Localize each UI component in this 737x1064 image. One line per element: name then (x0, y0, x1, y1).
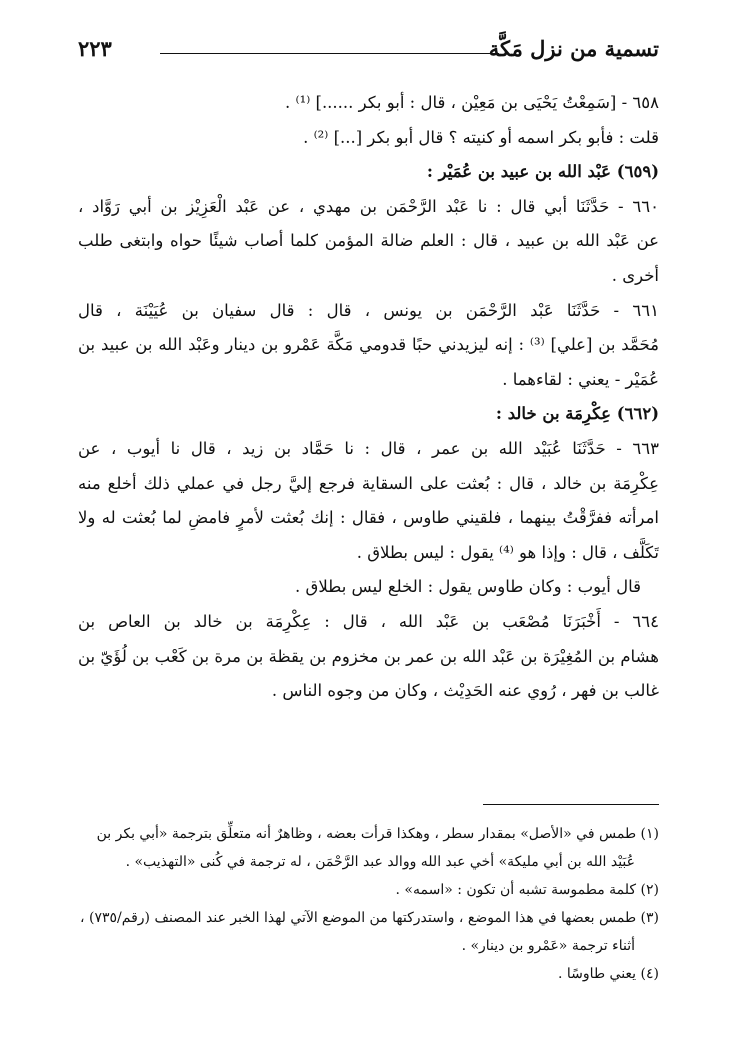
text-line: ٦٦١ - حَدَّثَنَا عَبْد الرَّحْمَن بن يونس ، قال : قال سفيان بن عُيَيْنَة ، قال (78, 300, 659, 320)
text-line: أخرى . (611, 265, 659, 285)
footnote-line: عُبَيْد الله بن أبي مليكة» أخي عبد الله ووالد عبد الرَّحْمَن ، له ترجمة في كُنى «التهذيب» . (125, 854, 635, 870)
text-line: ٦٥٨ - [سَمِعْتُ يَحْيَى بن مَعِيْن ، قال : أبو بكر ......] ⁽¹⁾ . (285, 93, 659, 112)
text-line: قلت : فأبو بكر اسمه أو كنيته ؟ قال أبو بكر [...] ⁽²⁾ . (303, 127, 659, 147)
page-number: ٢٢٣ (78, 36, 112, 61)
section-heading: (٦٦٢) عِكْرِمَة بن خالد : (495, 404, 659, 424)
text-line: ٦٦٠ - حَدَّثَنَا أبي قال : نا عَبْد الرَّحْمَن بن مهدي ، عن عَبْد الْعَزِيْز بن أبي رَوَّاد ، (78, 196, 659, 216)
running-title: تسمية من نزل مَكَّة (488, 36, 659, 61)
footnote-line: (٤) يعني طاوسًا . (558, 966, 659, 982)
text-line: مُحَمَّد بن [علي] ⁽³⁾ : إنه ليزيدني حبًا قدومي مَكَّة عَمْرو بن دينار وعَبْد الله بن عبيد بن (78, 335, 659, 355)
main-text (78, 86, 659, 709)
footnote-line: (٢) كلمة مطموسة تشبه أن تكون : «اسمه» . (395, 882, 659, 898)
text-line: تَكَلَّف ، قال : وإذا هو ⁽⁴⁾ يقول : ليس بطلاق . (356, 542, 659, 562)
footnote-line: (٣) طمس بعضها في هذا الموضع ، واستدركتها من الموضع الآتي لهذا الخبر عند المصنف (رقم/٧٣٥) ، (80, 910, 659, 926)
text-line: قال أيوب : وكان طاوس يقول : الخلع ليس بطلاق . (295, 577, 641, 597)
footnote-line: أثناء ترجمة «عَمْرو بن دينار» . (461, 938, 635, 954)
text-line: ٦٦٤ - أَخْبَرَنَا مُصْعَب بن عَبْد الله ، قال : عِكْرِمَة بن خالد بن العاص بن (78, 611, 659, 631)
text-line: ٦٦٣ - حَدَّثَنَا عُبَيْد الله بن عمر ، قال : نا حَمَّاد بن زيد ، قال نا أيوب ، عن (78, 438, 659, 458)
footnotes (68, 820, 659, 988)
footnote-line: (١) طمس في «الأصل» بمقدار سطر ، وهكذا قرأت بعضه ، وظاهرٌ أنه متعلِّق بترجمة «أبي بكر بن (96, 826, 659, 842)
header-rule (160, 53, 499, 54)
footnote-separator (483, 804, 659, 805)
page-header (78, 36, 659, 72)
text-line: عِكْرِمَة بن خالد ، قال : بُعثت على السقاية فرجع إليَّ رجل في عملي ذلك أخلع منه (78, 473, 659, 493)
text-line: غالب بن فهر ، رُوي عنه الحَدِيْث ، وكان من وجوه الناس . (271, 681, 659, 701)
text-line: امرأته ففرَّقْتُ بينهما ، فلقيني طاوس ، فقال : إنك بُعثت لأمرٍ فامضِ لما بُعثت له ولا (78, 508, 659, 528)
text-line: هشام بن المُغِيْرَة بن عَبْد الله بن عمر بن مخزوم بن يقظة بن مرة بن كَعْب بن لُؤَيّ بن (78, 646, 659, 666)
text-line: عُمَيْر - يعني : لقاءهما . (502, 369, 659, 389)
section-heading: (٦٥٩) عَبْد الله بن عبيد بن عُمَيْر : (426, 162, 659, 182)
text-line: عن عَبْد الله بن عبيد ، قال : العلم ضالة المؤمن كلما أصاب شيئًا حواه وابتغى طلب (78, 231, 659, 251)
